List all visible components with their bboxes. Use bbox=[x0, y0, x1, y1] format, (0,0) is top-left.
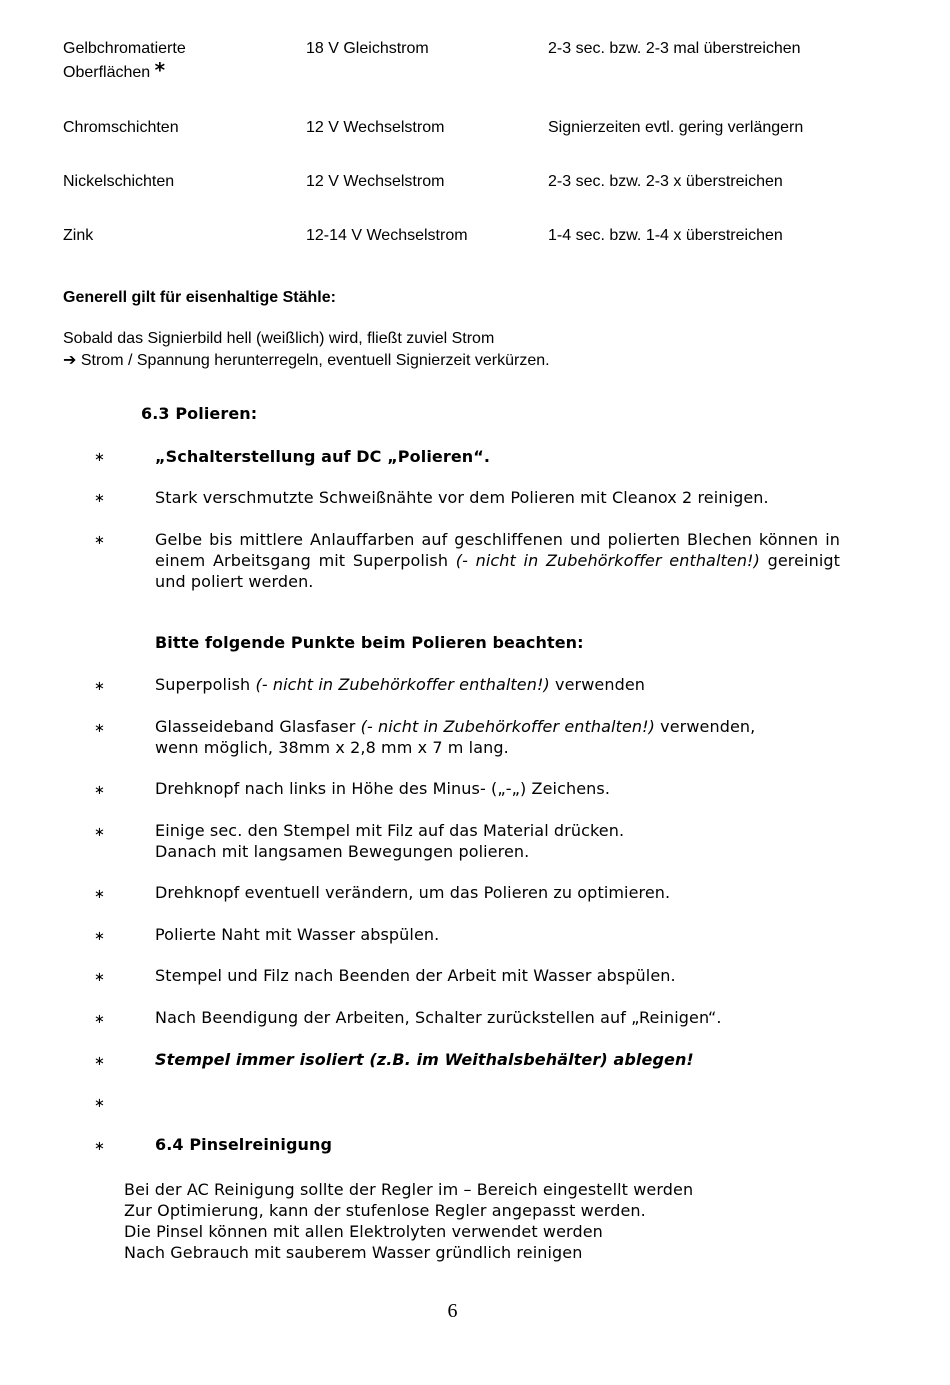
list-item: Stempel und Filz nach Beenden der Arbeit mit Wasser abspülen. bbox=[155, 966, 676, 985]
section-6-4-body bbox=[124, 1179, 693, 1263]
paragraph-line: Bei der AC Reinigung sollte der Regler im – Bereich eingestellt werden bbox=[124, 1180, 694, 1199]
list-item-text: gereinigt und poliert werden. bbox=[155, 551, 840, 591]
bullet-icon: ∗ bbox=[94, 887, 105, 902]
table-cell: 12 V Wechselstrom bbox=[306, 119, 445, 136]
table-row-1-material bbox=[63, 40, 186, 82]
list-item-text: Glasseideband Glasfaser bbox=[155, 717, 356, 736]
table-cell: 12-14 V Wechselstrom bbox=[306, 227, 468, 244]
bullet-icon: ∗ bbox=[94, 783, 105, 798]
general-text: Sobald das Signierbild hell (weißlich) wird, fließt zuviel Strom bbox=[63, 330, 495, 347]
general-instruction-text: Strom / Spannung herunterregeln, eventuell Signierzeit verkürzen. bbox=[80, 352, 550, 369]
list-item: Drehknopf nach links in Höhe des Minus- („-„) Zeichens. bbox=[155, 779, 611, 798]
list-item: Stark verschmutzte Schweißnähte vor dem Polieren mit Cleanox 2 reinigen. bbox=[155, 488, 769, 507]
table-cell: 2-3 sec. bzw. 2-3 mal überstreichen bbox=[548, 40, 801, 57]
table-cell: Signierzeiten evtl. gering verlängern bbox=[548, 119, 804, 136]
table-cell: Zink bbox=[63, 227, 94, 244]
paragraph-line: Die Pinsel können mit allen Elektrolyten verwendet werden bbox=[124, 1222, 603, 1241]
bullet-icon: ∗ bbox=[94, 533, 105, 548]
list-item bbox=[155, 820, 624, 862]
table-cell: Oberflächen bbox=[63, 64, 151, 81]
list-item-text: Superpolish bbox=[155, 675, 251, 694]
table-cell: 18 V Gleichstrom bbox=[306, 40, 429, 57]
paragraph-line: Zur Optimierung, kann der stufenlose Regler angepasst werden. bbox=[124, 1201, 646, 1220]
general-instruction bbox=[63, 350, 550, 370]
list-item bbox=[155, 529, 840, 592]
list-item: Polierte Naht mit Wasser abspülen. bbox=[155, 925, 440, 944]
table-cell: Nickelschichten bbox=[63, 173, 175, 190]
list-item bbox=[155, 716, 755, 758]
paragraph-line: Nach Gebrauch mit sauberem Wasser gründlich reinigen bbox=[124, 1243, 583, 1262]
list-item-text: verwenden bbox=[555, 675, 646, 694]
list-item-note: (- nicht in Zubehörkoffer enthalten!) bbox=[255, 675, 550, 694]
bullet-icon: ∗ bbox=[94, 1012, 105, 1027]
list-item-note: (- nicht in Zubehörkoffer enthalten!) bbox=[455, 551, 760, 570]
table-cell: 12 V Wechselstrom bbox=[306, 173, 445, 190]
list-item: Drehknopf eventuell verändern, um das Polieren zu optimieren. bbox=[155, 883, 671, 902]
arrow-right-icon: ➔ bbox=[63, 350, 77, 369]
table-cell: 2-3 sec. bzw. 2-3 x überstreichen bbox=[548, 173, 783, 190]
list-item-warning: Stempel immer isoliert (z.B. im Weithalsbehälter) ablegen! bbox=[155, 1050, 694, 1069]
table-cell: Chromschichten bbox=[63, 119, 179, 136]
bullet-icon: ∗ bbox=[94, 721, 105, 736]
list-item-text: Danach mit langsamen Bewegungen polieren. bbox=[155, 842, 530, 861]
bullet-icon: ∗ bbox=[94, 1054, 105, 1069]
bullet-icon: ∗ bbox=[94, 1139, 105, 1154]
general-heading: Generell gilt für eisenhaltige Stähle: bbox=[63, 289, 336, 306]
section-heading-6-4: 6.4 Pinselreinigung bbox=[155, 1135, 333, 1154]
list-item-text: wenn möglich, 38mm x 2,8 mm x 7 m lang. bbox=[155, 738, 509, 757]
list-item-note: (- nicht in Zubehörkoffer enthalten!) bbox=[360, 717, 655, 736]
table-cell: Gelbchromatierte bbox=[63, 40, 186, 57]
bullet-icon: ∗ bbox=[94, 929, 105, 944]
bullet-icon: ∗ bbox=[94, 970, 105, 985]
list-item-text: Gelbe bis mittlere Anlauffarben auf geschliffenen und polierten Blechen können in einem Arbeitsgang mit Superpolish bbox=[155, 530, 840, 570]
bullet-icon: ∗ bbox=[94, 825, 105, 840]
list-item-text: verwenden, bbox=[660, 717, 756, 736]
bullet-icon: ∗ bbox=[94, 491, 105, 506]
asterisk-footnote-mark: * bbox=[154, 58, 166, 82]
bullet-icon: ∗ bbox=[94, 450, 105, 465]
page-number: 6 bbox=[447, 1300, 458, 1322]
list-item: „Schalterstellung auf DC „Polieren“. bbox=[155, 447, 491, 466]
table-cell: 1-4 sec. bzw. 1-4 x überstreichen bbox=[548, 227, 783, 244]
list-item bbox=[155, 675, 645, 694]
bullet-icon: ∗ bbox=[94, 679, 105, 694]
subheading: Bitte folgende Punkte beim Polieren beachten: bbox=[155, 633, 584, 652]
section-heading-6-3: 6.3 Polieren: bbox=[141, 404, 258, 423]
list-item-text: Einige sec. den Stempel mit Filz auf das Material drücken. bbox=[155, 821, 625, 840]
list-item: Nach Beendigung der Arbeiten, Schalter zurückstellen auf „Reinigen“. bbox=[155, 1008, 722, 1027]
bullet-icon: ∗ bbox=[94, 1096, 105, 1111]
